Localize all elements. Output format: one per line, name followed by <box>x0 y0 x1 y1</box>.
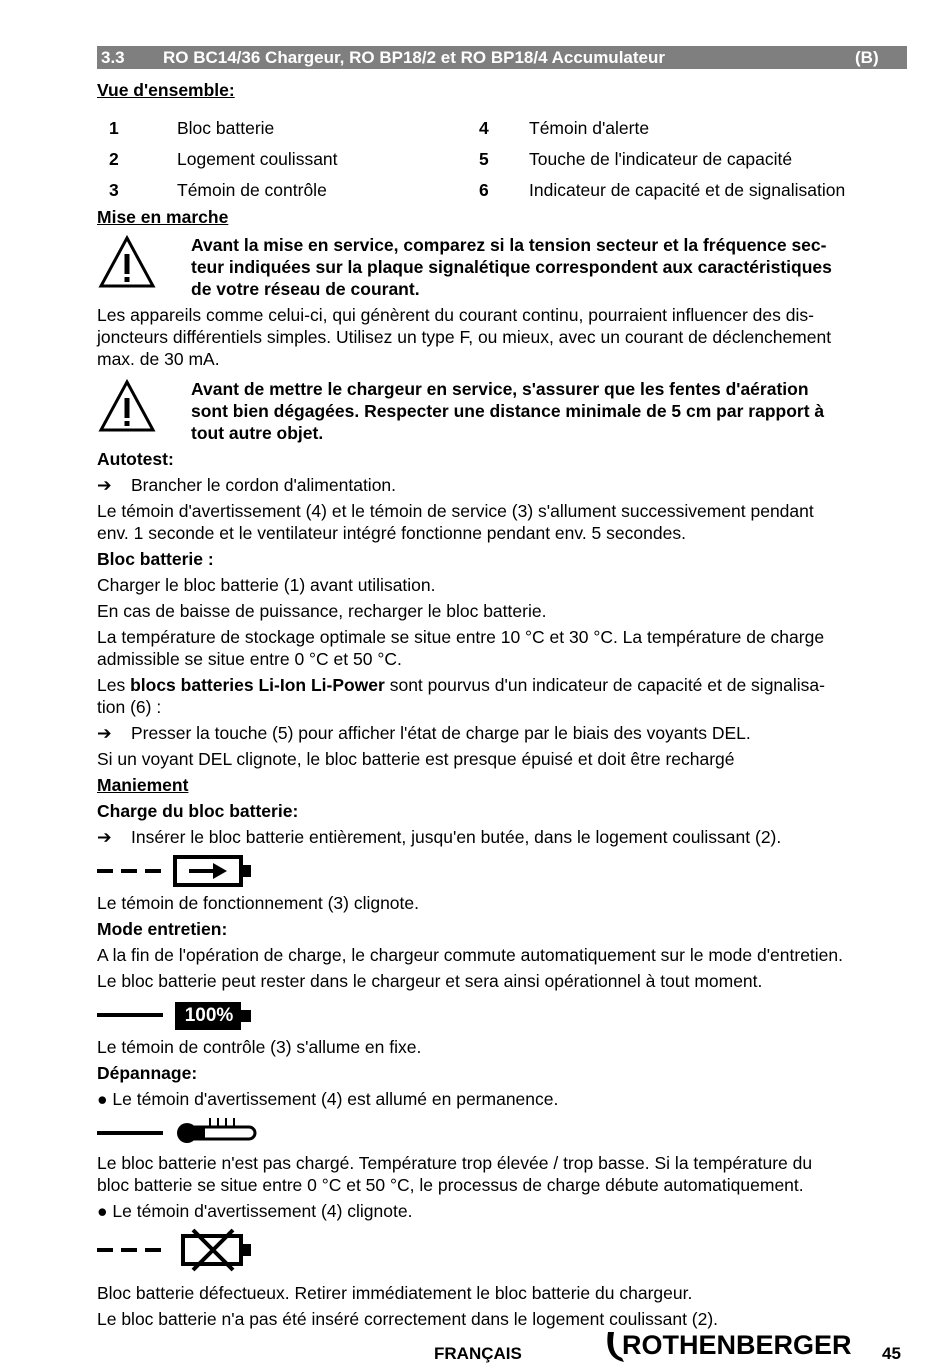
warning-line: teur indiquées sur la plaque signalétique correspondent aux caractéristiques <box>191 257 832 277</box>
startup-heading: Mise en marche <box>97 207 229 227</box>
section-number: 3.3 <box>101 48 125 67</box>
charging-indicator-graphic <box>97 854 907 890</box>
charge-heading: Charge du bloc batterie: <box>97 801 299 821</box>
text-line: max. de 30 mA. <box>97 349 220 369</box>
selftest-paragraph <box>97 500 907 544</box>
step-text: Insérer le bloc batterie entièrement, jusqu'en butée, dans le logement coulissant (2). <box>131 827 782 847</box>
battery-heading: Bloc batterie : <box>97 549 214 569</box>
battery-text: Si un voyant DEL clignote, le bloc batterie est presque épuisé et doit être rechargé <box>97 749 735 769</box>
overview-row <box>97 113 907 144</box>
warning-triangle-icon <box>97 234 191 300</box>
arrow-right-icon: ➔ <box>97 475 112 495</box>
text-line: Le témoin d'avertissement (4) et le témoin de service (3) s'allument successivement pendant <box>97 501 814 521</box>
temperature-indicator-graphic <box>97 1116 907 1146</box>
full-charge-indicator-graphic <box>97 998 907 1034</box>
instruction-step <box>97 826 907 848</box>
dc-paragraph <box>97 304 907 370</box>
text-line: Le bloc batterie n'est pas chargé. Température trop élevée / trop basse. Si la température du <box>97 1153 813 1173</box>
selftest-heading: Autotest: <box>97 449 174 469</box>
text-fragment: sont pourvus d'un indicateur de capacité et de signalisa- <box>384 675 825 695</box>
item-label: Touche de l'indicateur de capacité <box>529 149 793 169</box>
item-number: 2 <box>109 149 119 169</box>
brand-logo <box>602 1328 852 1369</box>
page-footer <box>0 1330 950 1366</box>
warning-line: sont bien dégagées. Respecter une distance minimale de 5 cm par rapport à <box>191 401 825 421</box>
brand-logo-text: ROTHENBERGER <box>622 1330 852 1360</box>
item-number: 3 <box>109 180 119 200</box>
section-tag: (B) <box>855 48 879 67</box>
warning-triangle-icon <box>97 378 191 444</box>
text-line: La température de stockage optimale se situe entre 10 °C et 30 °C. La température de charge <box>97 627 825 647</box>
trouble-text: Bloc batterie défectueux. Retirer immédiatement le bloc batterie du chargeur. <box>97 1283 693 1303</box>
warning-line: Avant la mise en service, comparez si la tension secteur et la fréquence sec- <box>191 235 827 255</box>
instruction-step <box>97 722 907 744</box>
warning-text <box>191 378 824 444</box>
text-line: env. 1 seconde et le ventilateur intégré fonctionne pendant env. 5 secondes. <box>97 523 686 543</box>
temperature-paragraph <box>97 626 907 670</box>
maintenance-text: Le bloc batterie peut rester dans le chargeur et sera ainsi opérationnel à tout moment. <box>97 971 763 991</box>
text-fragment: Les <box>97 675 131 695</box>
section-header-bar <box>97 46 907 69</box>
item-label: Témoin d'alerte <box>529 118 650 138</box>
text-line: bloc batterie se situe entre 0 °C et 50 °C, le processus de charge débute automatiquement. <box>97 1175 804 1195</box>
text-line: admissible se situe entre 0 °C et 50 °C. <box>97 649 402 669</box>
trouble-bullet: ● Le témoin d'avertissement (4) clignote. <box>97 1201 413 1221</box>
step-text: Brancher le cordon d'alimentation. <box>131 475 397 495</box>
text-line: tion (6) : <box>97 697 162 717</box>
item-number: 4 <box>479 118 489 138</box>
warning-line: tout autre objet. <box>191 423 324 443</box>
charge-percent-label: 100% <box>184 1005 234 1026</box>
warning-line: de votre réseau de courant. <box>191 279 420 299</box>
item-label: Indicateur de capacité et de signalisation <box>529 180 846 200</box>
page-number: 45 <box>882 1344 901 1363</box>
step-text: Presser la touche (5) pour afficher l'état de charge par le biais des voyants DEL. <box>131 723 751 743</box>
charge-note: Le témoin de fonctionnement (3) clignote. <box>97 893 419 913</box>
item-label: Logement coulissant <box>177 149 338 169</box>
warning-line: Avant de mettre le chargeur en service, s'assurer que les fentes d'aération <box>191 379 809 399</box>
overview-list <box>97 113 907 206</box>
defect-indicator-graphic <box>97 1228 907 1272</box>
item-label: Bloc batterie <box>177 118 275 138</box>
overview-heading: Vue d'ensemble: <box>97 80 235 100</box>
text-line: joncteurs différentiels simples. Utilisez un type F, ou mieux, avec un courant de déclenchement <box>97 327 832 347</box>
maintenance-note: Le témoin de contrôle (3) s'allume en fixe. <box>97 1037 422 1057</box>
maintenance-text: A la fin de l'opération de charge, le chargeur commute automatiquement sur le mode d'entretien. <box>97 945 844 965</box>
warning-text <box>191 234 832 300</box>
arrow-right-icon: ➔ <box>97 827 112 847</box>
instruction-step <box>97 474 907 496</box>
item-number: 5 <box>479 149 489 169</box>
overview-row <box>97 144 907 175</box>
trouble-bullet: ● Le témoin d'avertissement (4) est allumé en permanence. <box>97 1089 559 1109</box>
bold-fragment: blocs batteries Li-Ion Li-Power <box>130 675 385 695</box>
item-label: Témoin de contrôle <box>177 180 327 200</box>
item-number: 1 <box>109 118 119 138</box>
troubleshooting-heading: Dépannage: <box>97 1063 198 1083</box>
warning-block <box>97 234 907 300</box>
warning-block <box>97 378 907 444</box>
text-line: Les appareils comme celui-ci, qui génèrent du courant continu, pourraient influencer des dis- <box>97 305 814 325</box>
arrow-right-icon: ➔ <box>97 723 112 743</box>
overview-row <box>97 175 907 206</box>
trouble-paragraph <box>97 1152 907 1196</box>
maintenance-heading: Mode entretien: <box>97 919 228 939</box>
li-ion-paragraph <box>97 674 907 718</box>
trouble-text: Le bloc batterie n'a pas été inséré correctement dans le logement coulissant (2). <box>97 1309 719 1329</box>
handling-heading: Maniement <box>97 775 189 795</box>
item-number: 6 <box>479 180 489 200</box>
footer-language: FRANÇAIS <box>434 1344 522 1363</box>
manual-page <box>97 46 907 1330</box>
section-title: RO BC14/36 Chargeur, RO BP18/2 et RO BP18/4 Accumulateur <box>163 48 665 67</box>
battery-text: Charger le bloc batterie (1) avant utilisation. <box>97 575 436 595</box>
battery-text: En cas de baisse de puissance, recharger le bloc batterie. <box>97 601 547 621</box>
